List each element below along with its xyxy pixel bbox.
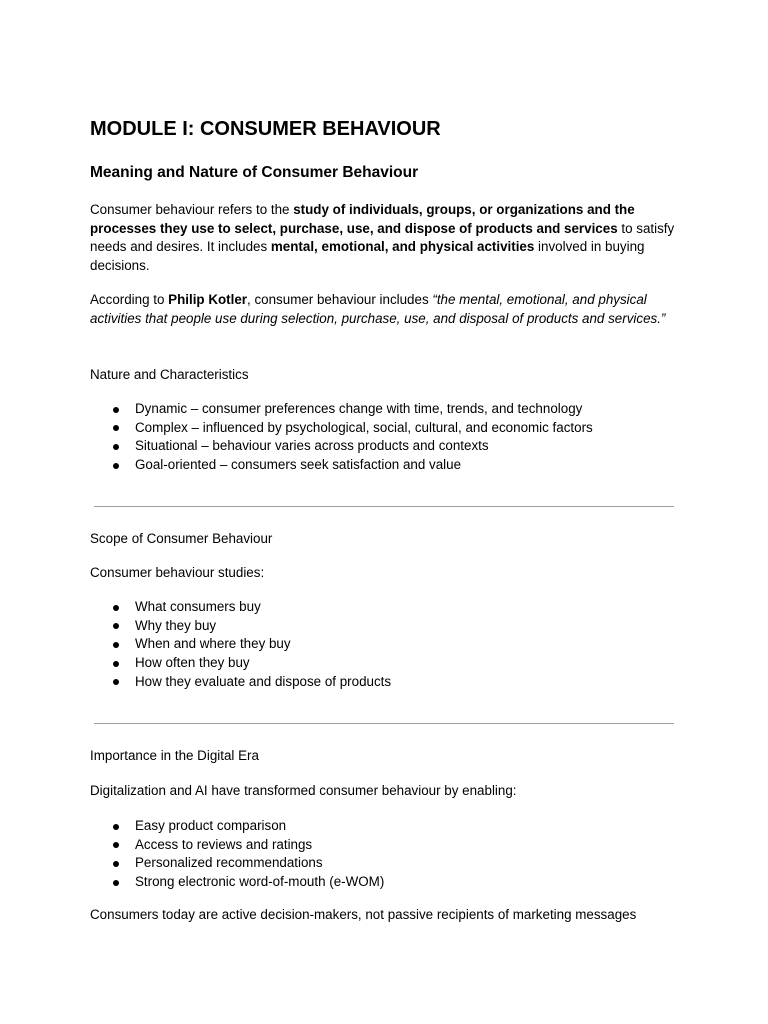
definition-bold-2: mental, emotional, and physical activities <box>270 239 535 255</box>
list-item <box>90 817 384 836</box>
bullet-icon <box>113 661 119 667</box>
kotler-text-1: According to <box>90 292 169 307</box>
horizontal-divider <box>94 723 674 724</box>
list-item-text: How often they buy <box>135 655 250 671</box>
section-heading-digital: Importance in the Digital Era <box>90 748 259 763</box>
list-item-text: Personalized recommendations <box>135 855 323 871</box>
list-item <box>90 456 593 475</box>
list-item-text: Dynamic – consumer preferences change with time, trends, and technology <box>135 401 583 416</box>
list-item-text: Easy product comparison <box>135 818 287 833</box>
bullet-icon <box>113 861 119 867</box>
list-item <box>90 654 391 673</box>
bullet-icon <box>113 605 119 611</box>
section-heading-scope: Scope of Consumer Behaviour <box>90 531 273 546</box>
list-item <box>90 437 593 456</box>
bullet-icon <box>113 444 119 450</box>
list-item <box>90 419 593 438</box>
scope-intro: Consumer behaviour studies: <box>90 565 265 580</box>
nature-label: Nature and Characteristics <box>90 367 249 382</box>
list-item-text: Goal-oriented – consumers seek satisfaction and value <box>135 457 462 473</box>
scope-list <box>90 598 391 692</box>
list-item-text: Strong electronic word-of-mouth (e-WOM) <box>135 874 385 890</box>
bullet-icon <box>113 623 119 629</box>
nature-list <box>90 400 593 475</box>
bullet-icon <box>113 880 119 886</box>
list-item <box>90 617 391 636</box>
list-item <box>90 673 391 692</box>
list-item <box>90 873 384 892</box>
list-item-text: When and where they buy <box>135 636 291 652</box>
bullet-icon <box>113 425 119 431</box>
list-item-text: What consumers buy <box>135 599 261 614</box>
bullet-icon <box>113 679 119 685</box>
kotler-name: Philip Kotler <box>168 292 248 307</box>
bullet-icon <box>113 824 119 830</box>
digital-intro: Digitalization and AI have transformed consumer behaviour by enabling: <box>90 783 517 798</box>
list-item-text: Access to reviews and ratings <box>135 836 313 852</box>
kotler-quote: “the mental, emotional, and physical activities that people use during selection, purchase, use, and disposal of products and services.” <box>90 292 666 326</box>
list-item-text: How they evaluate and dispose of products <box>135 673 392 689</box>
list-item-text: Complex – influenced by psychological, social, cultural, and economic factors <box>135 419 593 435</box>
bullet-icon <box>113 463 119 469</box>
module-title: MODULE I: CONSUMER BEHAVIOUR <box>90 118 441 140</box>
kotler-paragraph <box>90 291 678 328</box>
bullet-icon <box>113 642 119 648</box>
definition-text-3: involved in buying decisions. <box>90 239 645 274</box>
list-item <box>90 598 391 617</box>
list-item <box>90 854 384 873</box>
list-item-text: Why they buy <box>135 617 217 633</box>
definition-text-1: Consumer behaviour refers to the <box>90 202 294 217</box>
horizontal-divider <box>94 506 674 507</box>
closing-statement: Consumers today are active decision-makers, not passive recipients of marketing messages <box>90 907 637 922</box>
bullet-icon <box>113 407 119 413</box>
definition-text-2: to satisfy needs and desires. It includes <box>90 220 675 255</box>
kotler-text-2: , consumer behaviour includes <box>247 292 433 307</box>
list-item <box>90 635 391 654</box>
section-heading-meaning: Meaning and Nature of Consumer Behaviour <box>90 164 419 181</box>
list-item-text: Situational – behaviour varies across products and contexts <box>135 438 489 454</box>
list-item <box>90 836 384 855</box>
list-item <box>90 400 593 419</box>
definition-bold-1: study of individuals, groups, or organizations and the processes they use to select, purchase, use, and dispose of products and services <box>90 202 635 236</box>
digital-list <box>90 817 384 892</box>
bullet-icon <box>113 842 119 848</box>
definition-paragraph <box>90 201 678 276</box>
